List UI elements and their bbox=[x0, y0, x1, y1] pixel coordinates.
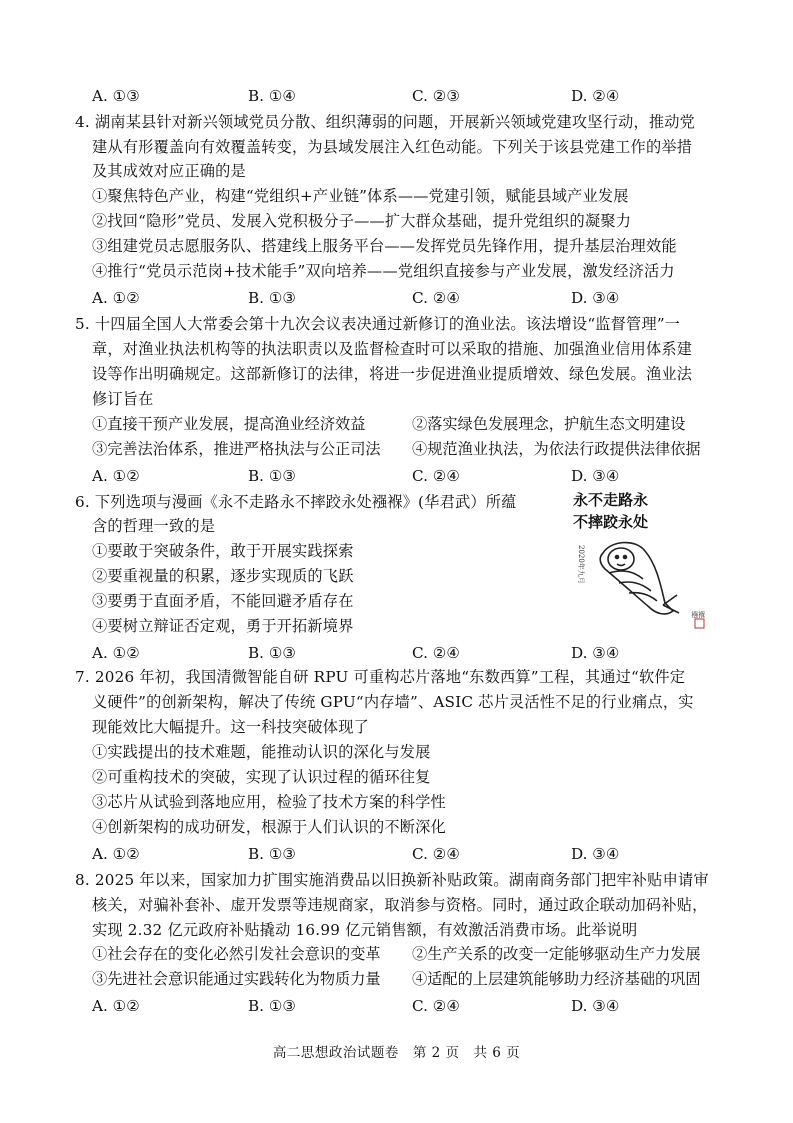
q3-option-c: C. ②③ bbox=[412, 87, 460, 105]
q4-option-c: C. ②④ bbox=[412, 289, 460, 307]
cartoon-signature bbox=[577, 545, 586, 584]
q8-option-c: C. ②④ bbox=[412, 997, 460, 1015]
q6-item-4: ④要树立辩证否定观，勇于开拓新境界 bbox=[92, 617, 354, 635]
q4-option-b: B. ①③ bbox=[248, 289, 297, 307]
artist-seal-icon bbox=[695, 619, 704, 628]
cartoon-small-caption: 襁褓 bbox=[691, 611, 705, 619]
q7-stem-line: 现能效比大幅提升。这一科技突破体现了 bbox=[92, 718, 369, 736]
q7-stem-line: 义硬件”的创新架构，解决了传统 GPU“内存墙”、ASIC 芯片灵活性不足的行业痛点，实 bbox=[92, 693, 694, 711]
q5-stem-line: 章，对渔业执法机构等的执法职责以及监督检查时可以采取的措施、加强渔业信用体系建 bbox=[92, 340, 693, 358]
cartoon-title-line: 不摔跤永处 bbox=[573, 513, 649, 531]
svg-text:2020年九月: 2020年九月 bbox=[577, 545, 585, 584]
q6-option-d: D. ③④ bbox=[571, 644, 620, 662]
q5-option-d: D. ③④ bbox=[571, 467, 620, 485]
q5-item-2: ②落实绿色发展理念，护航生态文明建设 bbox=[412, 415, 686, 433]
q3-option-a: A. ①③ bbox=[92, 87, 140, 105]
page-footer: 高二思想政治试题卷 第 2 页 共 6 页 bbox=[272, 1045, 521, 1061]
q7-option-c: C. ②④ bbox=[412, 845, 460, 863]
q5-option-a: A. ①② bbox=[92, 467, 140, 485]
q6-item-1: ①要敢于突破条件，敢于开展实践探索 bbox=[92, 542, 354, 560]
q7-option-d: D. ③④ bbox=[571, 845, 620, 863]
q4-item-1: ①聚焦特色产业，构建“党组织+产业链”体系——党建引领，赋能县域产业发展 bbox=[92, 187, 629, 205]
cartoon-title bbox=[573, 491, 648, 531]
q4-option-d: D. ③④ bbox=[571, 289, 620, 307]
baby-in-swaddle-drawing bbox=[600, 543, 679, 614]
q7-item-4: ④创新架构的成功研发，根源于人们认识的不断深化 bbox=[92, 818, 446, 836]
q8-stem-line: 实现 2.32 亿元政府补贴撬动 16.99 亿元销售额，有效激活消费市场。此举说明 bbox=[92, 921, 638, 939]
q8-option-a: A. ①② bbox=[92, 997, 140, 1015]
q4-stem-line: 4. 湖南某县针对新兴领域党员分散、组织薄弱的问题，开展新兴领域党建攻坚行动，推动党 bbox=[75, 113, 696, 131]
q5-option-b: B. ①③ bbox=[248, 467, 297, 485]
q3-option-d: D. ②④ bbox=[571, 87, 620, 105]
q4-stem-line: 及其成效对应正确的是 bbox=[92, 162, 246, 180]
q8-stem-line: 8. 2025 年以来，国家加力扩围实施消费品以旧换新补贴政策。湖南商务部门把牢补贴申请审 bbox=[75, 871, 709, 889]
q6-option-b: B. ①③ bbox=[248, 644, 297, 662]
q7-option-b: B. ①③ bbox=[248, 845, 297, 863]
q5-item-3: ③完善法治体系，推进严格执法与公正司法 bbox=[92, 440, 381, 458]
q4-option-a: A. ①② bbox=[92, 289, 140, 307]
q8-item-2: ②生产关系的改变一定能够驱动生产力发展 bbox=[412, 945, 701, 963]
q8-stem-line: 核关，对骗补套补、虚开发票等违规商家，取消参与资格。同时，通过政企联动加码补贴， bbox=[92, 896, 708, 914]
q7-option-a: A. ①② bbox=[92, 845, 140, 863]
q6-stem-line: 6. 下列选项与漫画《永不走路永不摔跤永处襁褓》(华君武）所蕴 bbox=[75, 493, 517, 511]
q3-option-b: B. ①④ bbox=[248, 87, 297, 105]
q8-item-3: ③先进社会意识能通过实践转化为物质力量 bbox=[92, 970, 381, 988]
q6-option-c: C. ②④ bbox=[412, 644, 460, 662]
q5-stem-line: 修订旨在 bbox=[92, 390, 154, 408]
q7-item-3: ③芯片从试验到落地应用，检验了技术方案的科学性 bbox=[92, 793, 446, 811]
q8-item-1: ①社会存在的变化必然引发社会意识的变革 bbox=[92, 945, 381, 963]
cartoon-title-line: 永不走路永 bbox=[573, 491, 649, 509]
q8-option-d: D. ③④ bbox=[571, 997, 620, 1015]
q4-item-2: ②找回“隐形”党员、发展入党积极分子——扩大群众基础，提升党组织的凝聚力 bbox=[92, 212, 632, 230]
q5-item-4: ④规范渔业执法，为依法行政提供法律依据 bbox=[412, 440, 701, 458]
q4-item-3: ③组建党员志愿服务队、搭建线上服务平台——发挥党员先锋作用，提升基层治理效能 bbox=[92, 237, 677, 255]
q5-stem-line: 5. 十四届全国人大常委会第十九次会议表决通过新修订的渔业法。该法增设“监督管理”一 bbox=[75, 315, 681, 333]
q5-stem-line: 设等作出明确规定。这部新修订的法律，将进一步促进渔业提质增效、绿色发展。渔业法 bbox=[92, 365, 693, 383]
q6-option-a: A. ①② bbox=[92, 644, 140, 662]
q5-item-1: ①直接干预产业发展，提高渔业经济效益 bbox=[92, 415, 366, 433]
q4-stem-line: 建从有形覆盖向有效覆盖转变，为县域发展注入红色动能。下列关于该县党建工作的举措 bbox=[92, 138, 693, 156]
q7-item-2: ②可重构技术的突破，实现了认识过程的循环往复 bbox=[92, 768, 431, 786]
q5-option-c: C. ②④ bbox=[412, 467, 460, 485]
q7-item-1: ①实践提出的技术难题，能推动认识的深化与发展 bbox=[92, 743, 431, 761]
q6-stem-line: 含的哲理一致的是 bbox=[92, 517, 216, 535]
cartoon-image bbox=[565, 483, 715, 635]
q8-option-b: B. ①③ bbox=[248, 997, 297, 1015]
q4-item-4: ④推行“党员示范岗+技术能手”双向培养——党组织直接参与产业发展，激发经济活力 bbox=[92, 262, 675, 280]
q8-item-4: ④适配的上层建筑能够助力经济基础的巩固 bbox=[412, 970, 701, 988]
q7-stem-line: 7. 2026 年初，我国清微智能自研 RPU 可重构芯片落地“东数西算”工程，其通过“软件定 bbox=[75, 668, 686, 686]
q6-item-3: ③要勇于直面矛盾，不能回避矛盾存在 bbox=[92, 592, 354, 610]
q6-item-2: ②要重视量的积累，逐步实现质的飞跃 bbox=[92, 567, 354, 585]
